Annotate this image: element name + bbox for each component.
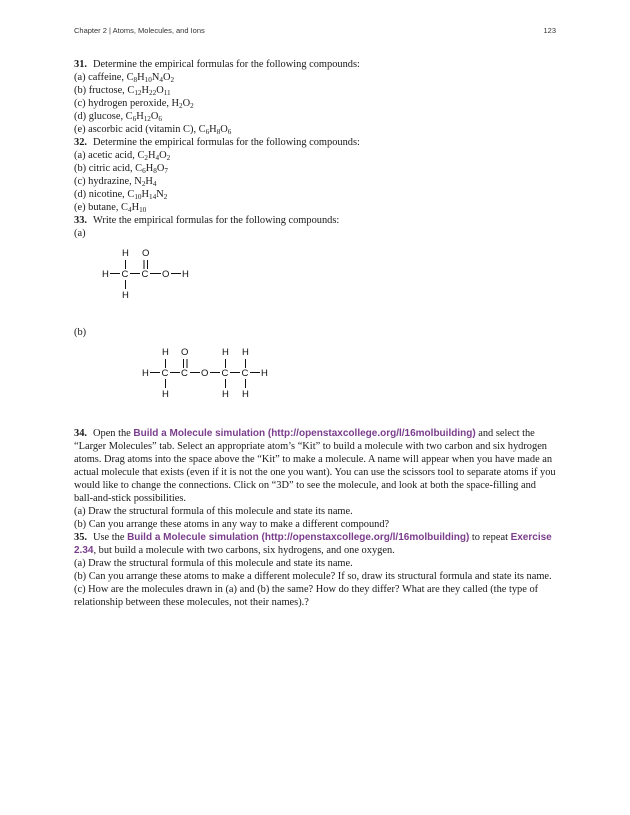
page-number: 123	[543, 26, 556, 35]
item-label: (c) hydrogen peroxide,	[74, 98, 172, 109]
atom-c: C	[161, 368, 169, 379]
item-label: (e) ascorbic acid (vitamin C),	[74, 124, 199, 135]
atom-c: C	[241, 368, 249, 379]
atom-o: O	[142, 248, 150, 259]
formula-element: H	[145, 176, 153, 187]
atom-o: O	[162, 269, 170, 280]
question-35	[74, 531, 556, 557]
formula-subscript: 12	[143, 115, 151, 123]
formula-element: H	[147, 150, 156, 161]
atom-o: O	[201, 368, 209, 379]
chemical-formula	[172, 98, 194, 109]
formula-element: O	[220, 124, 228, 135]
formula-subscript: 8	[153, 167, 157, 175]
atom-h: H	[222, 389, 229, 400]
chemical-formula	[127, 85, 170, 96]
formula-subscript: 4	[159, 76, 163, 84]
formula-subscript: 4	[127, 206, 132, 214]
item-label: (a) caffeine,	[74, 72, 127, 83]
question-number: 35.	[74, 532, 87, 543]
atom-h: H	[242, 389, 249, 400]
question-34-part-a: (a) Draw the structural formula of this molecule and state its name.	[74, 506, 353, 517]
list-item	[74, 162, 556, 175]
chemical-formula	[121, 202, 146, 213]
list-item	[74, 71, 556, 84]
question-text-pre: Use the	[93, 532, 128, 543]
formula-subscript: 7	[164, 167, 168, 175]
chemical-formula	[137, 150, 170, 161]
list-item	[74, 201, 556, 214]
atom-c: C	[221, 368, 229, 379]
formula-element: C	[121, 202, 128, 213]
atom-o: O	[181, 347, 189, 358]
atom-h: H	[261, 368, 268, 379]
part-a-label: (a)	[74, 228, 86, 239]
chemical-formula	[126, 111, 162, 122]
atom-h: H	[162, 347, 169, 358]
formula-subscript: 8	[133, 76, 138, 84]
formula-subscript: 14	[149, 193, 157, 201]
chemical-formula	[127, 189, 167, 200]
chemical-formula	[135, 163, 168, 174]
build-molecule-link[interactable]: Build a Molecule simulation (http://openstaxcollege.org/l/16molbuilding)	[127, 532, 470, 543]
running-header-chapter: Chapter 2 | Atoms, Molecules, and Ions	[74, 26, 205, 35]
question-number: 31.	[74, 59, 87, 70]
formula-subscript: 6	[132, 115, 137, 123]
atom-c: C	[121, 269, 129, 280]
question-35-part-c: (c) How are the molecules drawn in (a) and (b) the same? How do they differ? What are they called (the type of relationship between these molecules, not their names).?	[74, 584, 539, 608]
list-item	[74, 84, 556, 97]
atom-c: C	[141, 269, 149, 280]
formula-element: H	[137, 72, 145, 83]
chemical-formula	[134, 176, 156, 187]
formula-element: C	[127, 85, 135, 96]
formula-element: C	[127, 189, 135, 200]
question-text: Write the empirical formulas for the following compounds:	[93, 215, 340, 226]
formula-subscript: 22	[149, 89, 157, 97]
list-item	[74, 123, 556, 136]
formula-subscript: 2	[163, 193, 168, 201]
formula-element: C	[135, 163, 143, 174]
formula-element: H	[136, 111, 144, 122]
item-label: (d) nicotine,	[74, 189, 128, 200]
formula-subscript: 11	[163, 89, 171, 97]
part-b-label: (b)	[74, 327, 87, 338]
formula-subscript: 6	[158, 115, 162, 123]
formula-element: H	[141, 189, 150, 200]
list-item	[74, 175, 556, 188]
question-text: Determine the empirical formulas for the following compounds:	[93, 59, 360, 70]
atom-h: H	[102, 269, 109, 280]
list-item	[74, 149, 556, 162]
atom-h: H	[162, 389, 169, 400]
formula-subscript: 4	[152, 180, 157, 188]
atom-h: H	[182, 269, 189, 280]
formula-element: O	[162, 72, 171, 83]
build-molecule-link[interactable]: Build a Molecule simulation (http://openstaxcollege.org/l/16molbuilding)	[133, 428, 476, 439]
formula-subscript: 6	[142, 167, 146, 175]
item-label: (e) butane,	[74, 202, 122, 213]
formula-element: H	[131, 202, 140, 213]
formula-element: O	[156, 85, 164, 96]
formula-element: O	[156, 163, 165, 174]
formula-element: C	[125, 111, 133, 122]
formula-element: C	[137, 150, 145, 161]
formula-subscript: 2	[166, 154, 171, 162]
list-item	[74, 97, 556, 110]
formula-subscript: 2	[170, 76, 175, 84]
formula-subscript: 2	[190, 102, 194, 110]
item-label: (b) citric acid,	[74, 163, 136, 174]
formula-element: N	[134, 176, 142, 187]
atom-h: H	[122, 290, 129, 301]
chemical-formula	[199, 124, 232, 135]
formula-element: H	[141, 85, 150, 96]
formula-element: O	[150, 111, 159, 122]
exercise-content	[74, 58, 556, 609]
formula-subscript: 6	[205, 128, 210, 136]
question-text-mid: to repeat	[469, 532, 511, 543]
question-text-body: , but build a molecule with two carbons, six hydrogens, and one oxygen.	[93, 545, 395, 556]
question-number: 34.	[74, 428, 87, 439]
atom-h: H	[142, 368, 149, 379]
question-31-items	[74, 71, 556, 136]
structure-b-methyl-acetate	[74, 339, 556, 411]
question-34-part-b: (b) Can you arrange these atoms in any way to make a different compound?	[74, 519, 390, 530]
item-label: (b) fructose,	[74, 85, 128, 96]
atom-h: H	[222, 347, 229, 358]
question-text: Determine the empirical formulas for the following compounds:	[93, 137, 360, 148]
question-35-part-b: (b) Can you arrange these atoms to make a different molecule? If so, draw its structural formula and state its name.	[74, 571, 552, 582]
formula-subscript: 2	[141, 180, 146, 188]
question-text-body: and select the “Larger Molecules” tab. Select an appropriate atom’s “Kit” to build a molecule with two carbon and six hydrogen atoms. Drag atoms into the space above the “Kit” to make a molecule. A name will appear when you have made an actual molecule that exists (even if it is not the one you want). You can use the scissors tool to separate atoms if you would like to change the connections. Click on “3D” to see the molecule, and look at both the space-filling and ball-and-stick possibilities.	[74, 428, 556, 504]
exercise-2-34-link[interactable]: Exercise 2.34	[74, 532, 552, 556]
chemical-formula	[127, 72, 174, 83]
formula-element: N	[151, 72, 160, 83]
formula-subscript: 2	[144, 154, 148, 162]
formula-element: N	[156, 189, 164, 200]
question-32	[74, 136, 556, 149]
question-number: 33.	[74, 215, 87, 226]
question-35-part-a: (a) Draw the structural formula of this molecule and state its name.	[74, 558, 353, 569]
formula-element: H	[145, 163, 154, 174]
formula-element: H	[209, 124, 217, 135]
formula-subscript: 6	[227, 128, 232, 136]
list-item	[74, 110, 556, 123]
question-34	[74, 427, 556, 505]
formula-subscript: 8	[216, 128, 221, 136]
atom-h: H	[242, 347, 249, 358]
list-item	[74, 188, 556, 201]
formula-subscript: 2	[179, 102, 183, 110]
question-32-items	[74, 149, 556, 214]
formula-element: O	[159, 150, 167, 161]
formula-subscript: 10	[134, 193, 142, 201]
atom-c: C	[181, 368, 188, 379]
question-33	[74, 214, 556, 227]
formula-element: O	[182, 98, 191, 109]
formula-subscript: 4	[155, 154, 160, 162]
question-number: 32.	[74, 137, 87, 148]
formula-subscript: 10	[139, 206, 147, 214]
formula-element: C	[198, 124, 206, 135]
formula-subscript: 10	[144, 76, 152, 84]
formula-element: H	[171, 98, 180, 109]
formula-element: C	[126, 72, 134, 83]
question-text-pre: Open the	[93, 428, 134, 439]
formula-subscript: 12	[134, 89, 142, 97]
item-label: (a) acetic acid,	[74, 150, 138, 161]
atom-h: H	[122, 248, 129, 259]
question-31	[74, 58, 556, 71]
item-label: (d) glucose,	[74, 111, 126, 122]
item-label: (c) hydrazine,	[74, 176, 135, 187]
structure-a-acetic-acid	[74, 240, 556, 312]
